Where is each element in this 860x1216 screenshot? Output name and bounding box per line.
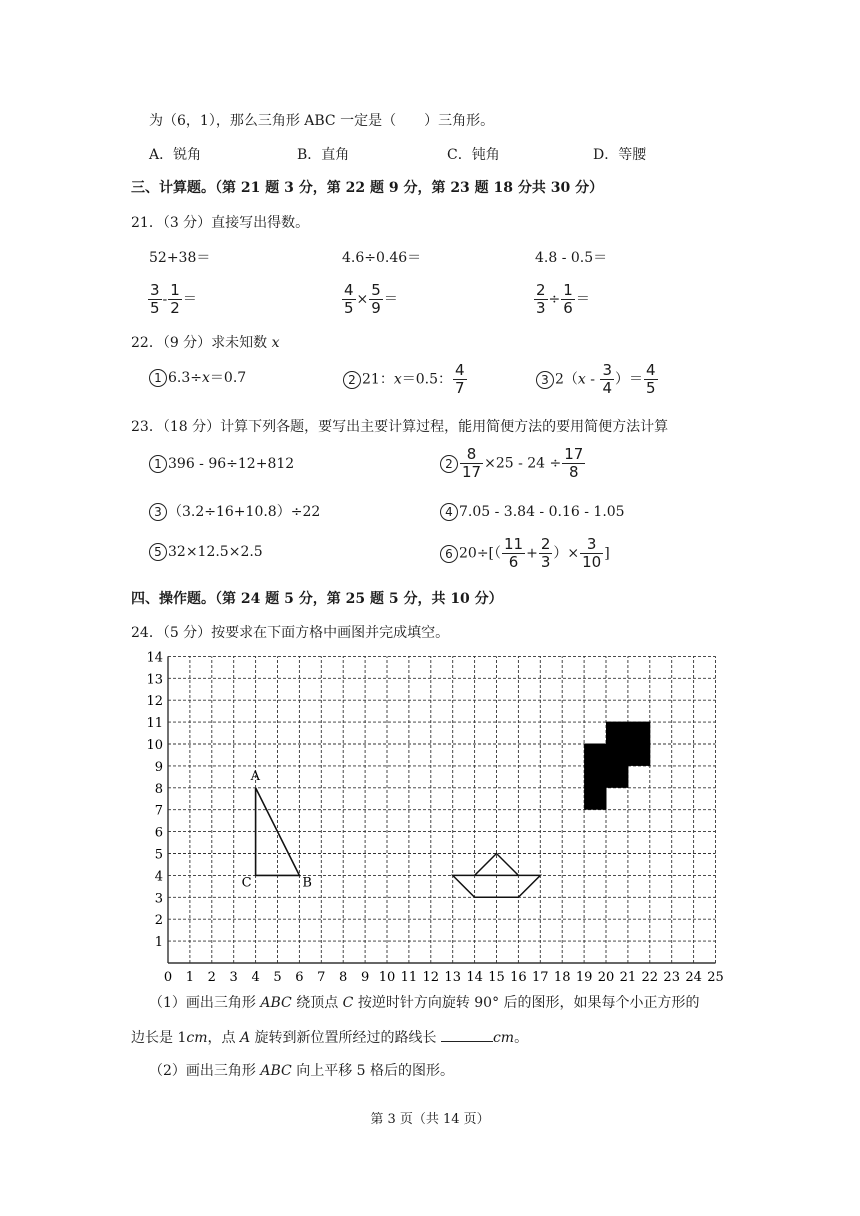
y-tick-label: 14	[146, 650, 163, 666]
q22-stem: 22．（9 分）求未知数 x	[131, 335, 280, 351]
q21-item-3: 4.8 - 0.5＝	[535, 250, 608, 266]
x-tick-label: 9	[360, 970, 370, 985]
x-tick-label: 22	[641, 970, 659, 985]
x-tick-label: 10	[378, 970, 396, 985]
q23-stem: 23．（18 分）计算下列各题，要写出主要计算过程，能用简便方法的要用简便方法计算	[131, 419, 669, 435]
y-tick-label: 13	[146, 672, 163, 688]
x-tick-label: 19	[575, 970, 593, 985]
x-tick-label: 17	[532, 970, 549, 985]
q22-equation-3: 3 2（x - $\frac{3}{4}$ ）＝ $\frac{4}{5}$	[536, 362, 659, 397]
q21-item-1: 52+38＝	[149, 250, 211, 266]
y-tick-label: 5	[154, 847, 163, 863]
q23-problem-2: 2 $\frac{8}{17}$ ×25 - 24 ÷ $\frac{17}{8}$	[440, 446, 586, 481]
x-tick-label: 21	[619, 970, 637, 985]
y-tick-label: 10	[146, 738, 163, 753]
triangle-vertex-label: A	[250, 768, 260, 784]
y-tick-label: 3	[154, 891, 163, 907]
triangle-vertex-label: B	[302, 875, 312, 891]
answer-blank[interactable]	[441, 1029, 493, 1042]
q21-item-2: 4.6÷0.46＝	[342, 250, 422, 266]
triangle-vertex-label: C	[241, 875, 252, 891]
black-cell	[584, 744, 606, 766]
y-tick-label: 9	[154, 759, 163, 775]
x-tick-label: 2	[207, 970, 216, 985]
y-tick-label: 6	[154, 825, 163, 841]
y-tick-label: 12	[146, 694, 163, 710]
x-tick-label: 8	[339, 970, 348, 985]
y-tick-label: 7	[154, 803, 163, 819]
y-tick-label: 1	[154, 935, 163, 951]
x-tick-label: 11	[400, 970, 418, 985]
q21-fraction-expr-1: $\frac{3}{5}$ - $\frac{1}{2}$ ＝	[150, 281, 197, 317]
q24-sub1-line1: （1）画出三角形 ABC 绕顶点 C 按逆时针方向旋转 90° 后的图形，如果每个小正方形的	[149, 995, 700, 1011]
q24-stem: 24．（5 分）按要求在下面方格中画图并完成填空。	[131, 625, 450, 641]
x-tick-label: 15	[488, 970, 505, 985]
x-tick-label: 25	[707, 970, 724, 985]
q20-tail-line: 为（6，1），那么三角形 ABC 一定是（ ）三角形。	[149, 113, 495, 129]
q22-equation-1: 1 6.3÷x＝0.7	[149, 369, 246, 387]
q21-fraction-expr-2: $\frac{4}{5}$ × $\frac{5}{9}$ ＝	[344, 281, 398, 317]
x-tick-label: 0	[163, 970, 173, 985]
y-tick-label: 4	[154, 869, 163, 885]
x-tick-label: 3	[229, 970, 238, 985]
x-tick-label: 24	[685, 970, 702, 985]
q24-sub1-line2: 边长是 1cm，点 A 旋转到新位置所经过的路线长 cm。	[131, 1030, 529, 1046]
x-tick-label: 4	[251, 970, 260, 985]
black-cell	[628, 744, 650, 766]
q23-problem-6: 6 20÷[（ $\frac{11}{6}$ + $\frac{2}{3}$ ）× $\frac{3}{10}$ ]	[440, 536, 610, 571]
black-cell	[584, 787, 606, 809]
q20-option-d: D．等腰	[593, 147, 647, 163]
x-tick-label: 23	[663, 970, 680, 985]
black-cell	[606, 722, 628, 744]
q23-problem-4: 4 7.05 - 3.84 - 0.16 - 1.05	[440, 503, 625, 521]
section4-title: 四、操作题。（第 24 题 5 分，第 25 题 5 分，共 10 分）	[131, 591, 503, 607]
y-tick-label: 11	[146, 716, 163, 732]
coordinate-grid-figure	[140, 648, 740, 990]
x-tick-label: 16	[510, 970, 527, 985]
x-tick-label: 20	[597, 970, 615, 985]
y-tick-label: 2	[154, 913, 163, 929]
q21-fraction-expr-3: $\frac{2}{3}$ ÷ $\frac{1}{6}$ ＝	[536, 281, 590, 317]
section3-title: 三、计算题。（第 21 题 3 分，第 22 题 9 分，第 23 题 18 分共 30 分）	[131, 180, 604, 196]
y-tick-label: 8	[154, 781, 163, 797]
x-tick-label: 14	[466, 970, 483, 985]
q21-stem: 21．（3 分）直接写出得数。	[131, 215, 310, 231]
x-tick-label: 6	[295, 970, 304, 985]
black-cell	[628, 722, 650, 744]
x-tick-label: 13	[444, 970, 461, 985]
q23-problem-1: 1 396 - 96÷12+812	[149, 455, 294, 473]
black-cell	[606, 744, 628, 766]
x-tick-label: 7	[317, 970, 326, 985]
black-cell	[584, 765, 606, 787]
x-tick-label: 1	[185, 970, 195, 985]
q20-option-b: B．直角	[297, 147, 350, 163]
q20-option-c: C．钝角	[447, 147, 500, 163]
x-tick-label: 5	[273, 970, 282, 985]
q24-sub2: （2）画出三角形 ABC 向上平移 5 格后的图形。	[149, 1063, 455, 1079]
q23-problem-5: 5 32×12.5×2.5	[149, 543, 263, 561]
black-cell	[606, 765, 628, 787]
q22-equation-2: 2 21：x＝0.5： $\frac{4}{7}$	[343, 362, 468, 397]
x-tick-label: 18	[553, 970, 571, 985]
x-tick-label: 12	[422, 970, 440, 985]
page-footer: 第 3 页（共 14 页）	[370, 1112, 490, 1127]
q20-option-a: A．锐角	[149, 147, 202, 163]
q23-problem-3: 3 （3.2÷16+10.8）÷22	[149, 503, 320, 521]
